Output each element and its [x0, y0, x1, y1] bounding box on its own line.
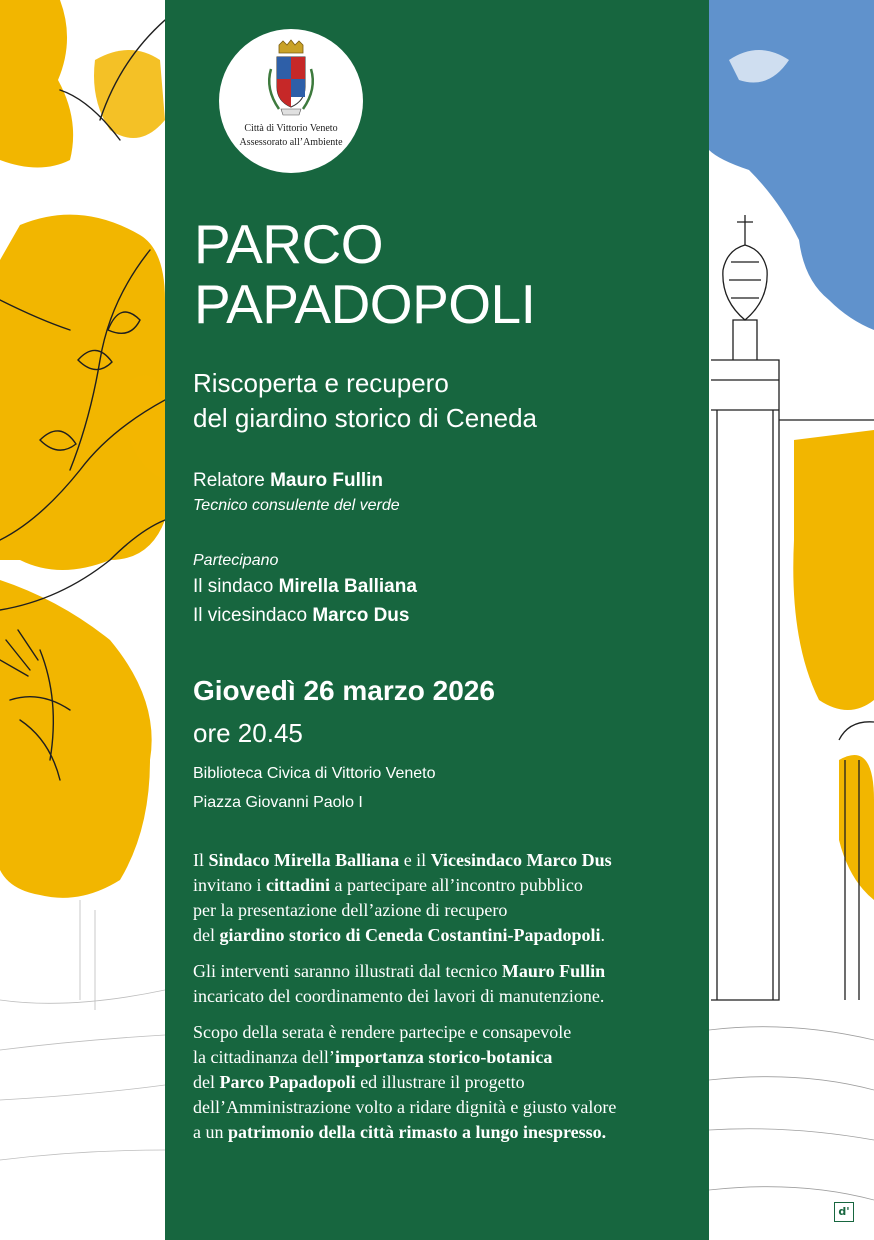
body-text-run: Scopo della serata è rendere partecipe e consapevole: [193, 1022, 572, 1042]
speaker-name: Mauro Fullin: [270, 470, 384, 491]
speaker-role: Tecnico consulente del verde: [193, 497, 400, 514]
designer-badge: d': [834, 1202, 854, 1222]
body-paragraph: [193, 848, 693, 948]
page-title: [194, 214, 535, 334]
body-text: [193, 848, 693, 1156]
participant-name: Marco Dus: [312, 605, 410, 626]
body-line: [193, 1120, 693, 1145]
body-emphasis: Parco Papadopoli: [219, 1072, 356, 1092]
body-emphasis: cittadini: [266, 875, 331, 895]
body-text-run: la cittadinanza dell’: [193, 1047, 335, 1067]
body-text-run: Il: [193, 850, 209, 870]
body-line: [193, 959, 693, 984]
body-emphasis: importanza storico-botanica: [334, 1047, 553, 1067]
body-line: [193, 984, 693, 1009]
body-text-run: ed illustrare il progetto: [355, 1072, 525, 1092]
body-text-run: del: [193, 925, 220, 945]
venue-name: Biblioteca Civica di Vittorio Veneto: [193, 765, 436, 782]
emblem-caption: [219, 122, 363, 150]
emblem-department: Assessorato all’Ambiente: [239, 137, 343, 148]
body-line: [193, 1020, 693, 1045]
body-text-run: invitano i: [193, 875, 266, 895]
participant-role: Il vicesindaco: [193, 605, 308, 626]
body-emphasis: Sindaco Mirella Balliana: [208, 850, 400, 870]
ginkgo-tree-drawing: [0, 0, 165, 1240]
body-text-run: dell’Amministrazione volto a ridare dignità e giusto valore: [193, 1097, 617, 1117]
participant-item: [193, 601, 417, 630]
speaker-label: Relatore: [193, 470, 265, 491]
body-text-run: .: [600, 925, 606, 945]
coat-of-arms-icon: [259, 39, 323, 121]
participant-role: Il sindaco: [193, 576, 274, 597]
body-line: [193, 923, 693, 948]
body-line: [193, 1095, 693, 1120]
venue-address: Piazza Giovanni Paolo I: [193, 794, 363, 811]
body-line: [193, 1045, 693, 1070]
left-illustration: [0, 0, 165, 1240]
body-text-run: per la presentazione dell’azione di recupero: [193, 900, 508, 920]
body-text-run: incaricato del coordinamento dei lavori di manutenzione.: [193, 986, 605, 1006]
emblem-city: Città di Vittorio Veneto: [244, 123, 338, 134]
participants-label: Partecipano: [193, 552, 279, 569]
gate-pillar-drawing: [709, 0, 874, 1240]
body-emphasis: patrimonio della città rimasto a lungo inespresso.: [228, 1122, 607, 1142]
city-emblem: [219, 29, 363, 173]
title-line-1: PARCO: [194, 213, 384, 275]
body-emphasis: Vicesindaco Marco Dus: [430, 850, 612, 870]
body-line: [193, 873, 693, 898]
speaker-line: [193, 468, 400, 494]
subtitle-line-2: del giardino storico di Ceneda: [193, 403, 537, 433]
event-date: Giovedì 26 marzo 2026: [193, 675, 495, 706]
body-emphasis: Mauro Fullin: [501, 961, 606, 981]
right-illustration: [709, 0, 874, 1240]
participants-block: [193, 550, 417, 630]
body-paragraph: [193, 1020, 693, 1145]
body-text-run: e il: [399, 850, 431, 870]
body-text-run: del: [193, 1072, 220, 1092]
body-line: [193, 848, 693, 873]
body-text-run: a un: [193, 1122, 228, 1142]
body-line: [193, 898, 693, 923]
body-emphasis: giardino storico di Ceneda Costantini-Papadopoli: [219, 925, 601, 945]
body-line: [193, 1070, 693, 1095]
event-time: ore 20.45: [193, 718, 303, 748]
event-venue: [193, 759, 436, 817]
body-text-run: Gli interventi saranno illustrati dal tecnico: [193, 961, 502, 981]
subtitle: [193, 366, 537, 436]
participant-item: [193, 572, 417, 601]
title-line-2: PAPADOPOLI: [194, 273, 536, 335]
body-paragraph: [193, 959, 693, 1009]
subtitle-line-1: Riscoperta e recupero: [193, 368, 449, 398]
speaker-block: [193, 468, 400, 518]
body-text-run: a partecipare all’incontro pubblico: [330, 875, 583, 895]
content-panel: [165, 0, 709, 1240]
participant-name: Mirella Balliana: [278, 576, 417, 597]
